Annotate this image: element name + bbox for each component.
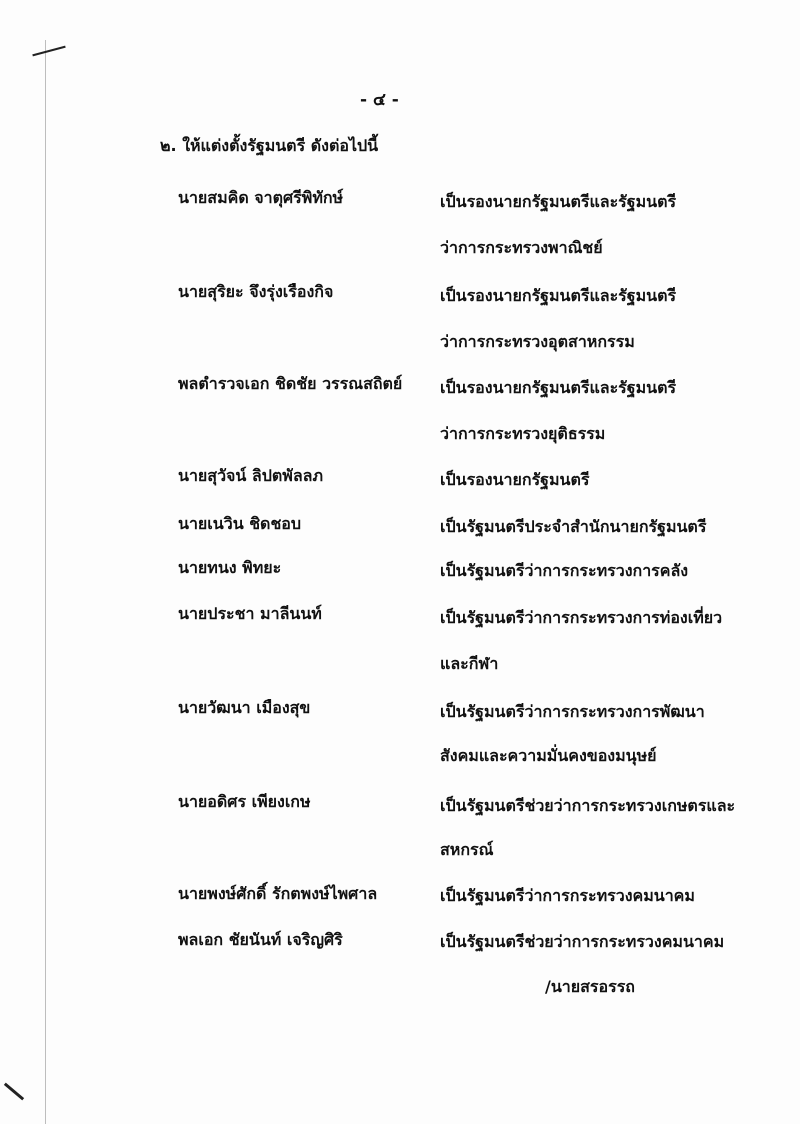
appointee-position: เป็นรัฐมนตรีว่าการกระทรวงการคลัง bbox=[440, 561, 689, 580]
pen-stroke-mark bbox=[32, 46, 65, 57]
appointee-position-continued: ว่าการกระทรวงพาณิชย์ bbox=[440, 238, 603, 257]
corner-shadow-mark bbox=[4, 1083, 24, 1101]
appointee-position: เป็นรัฐมนตรีช่วยว่าการกระทรวงคมนาคม bbox=[440, 932, 725, 951]
appointee-position-continued: สังคมและความมั่นคงของมนุษย์ bbox=[440, 746, 657, 765]
appointee-name: พลเอก ชัยนันท์ เจริญศิริ bbox=[178, 930, 343, 949]
appointee-position: เป็นรัฐมนตรีว่าการกระทรวงคมนาคม bbox=[440, 886, 695, 905]
appointee-position: เป็นรองนายกรัฐมนตรีและรัฐมนตรี bbox=[440, 192, 677, 211]
appointee-name: นายวัฒนา เมืองสุข bbox=[178, 698, 311, 717]
appointee-position: เป็นรองนายกรัฐมนตรี bbox=[440, 470, 590, 489]
appointee-position: เป็นรัฐมนตรีประจำสำนักนายกรัฐมนตรี bbox=[440, 517, 707, 536]
appointee-name: นายประชา มาลีนนท์ bbox=[178, 604, 322, 623]
appointee-position-continued: สหกรณ์ bbox=[440, 840, 494, 859]
appointee-position-continued: และกีฬา bbox=[440, 654, 499, 673]
appointee-position: เป็นรัฐมนตรีว่าการกระทรวงการท่องเที่ยว bbox=[440, 608, 723, 627]
appointee-name: นายสมคิด จาตุศรีพิทักษ์ bbox=[178, 188, 344, 207]
appointee-position-continued: ว่าการกระทรวงอุตสาหกรรม bbox=[440, 332, 635, 351]
continuation-reference: /นายสรอรรถ bbox=[545, 977, 635, 996]
appointee-position: เป็นรองนายกรัฐมนตรีและรัฐมนตรี bbox=[440, 286, 677, 305]
appointee-name: นายอดิศร เพียงเกษ bbox=[178, 792, 311, 811]
appointee-position: เป็นรัฐมนตรีช่วยว่าการกระทรวงเกษตรและ bbox=[440, 796, 736, 815]
appointee-name: นายสุริยะ จึงรุ่งเรืองกิจ bbox=[178, 282, 334, 301]
section-heading: ๒. ให้แต่งตั้งรัฐมนตรี ดังต่อไปนี้ bbox=[160, 136, 379, 155]
appointee-name: นายพงษ์ศักดิ์ รักตพงษ์ไพศาล bbox=[178, 884, 378, 903]
appointee-name: นายสุวัจน์ ลิปตพัลลภ bbox=[178, 466, 323, 485]
appointee-position: เป็นรัฐมนตรีว่าการกระทรวงการพัฒนา bbox=[440, 702, 705, 721]
left-margin-line bbox=[45, 40, 46, 1124]
appointee-name: พลตำรวจเอก ชิดชัย วรรณสถิตย์ bbox=[178, 374, 403, 393]
appointee-name: นายเนวิน ชิดชอบ bbox=[178, 514, 302, 533]
appointee-name: นายทนง พิทยะ bbox=[178, 558, 282, 577]
appointee-position-continued: ว่าการกระทรวงยุติธรรม bbox=[440, 424, 606, 443]
page-number: - ๔ - bbox=[360, 90, 399, 110]
appointee-position: เป็นรองนายกรัฐมนตรีและรัฐมนตรี bbox=[440, 378, 677, 397]
